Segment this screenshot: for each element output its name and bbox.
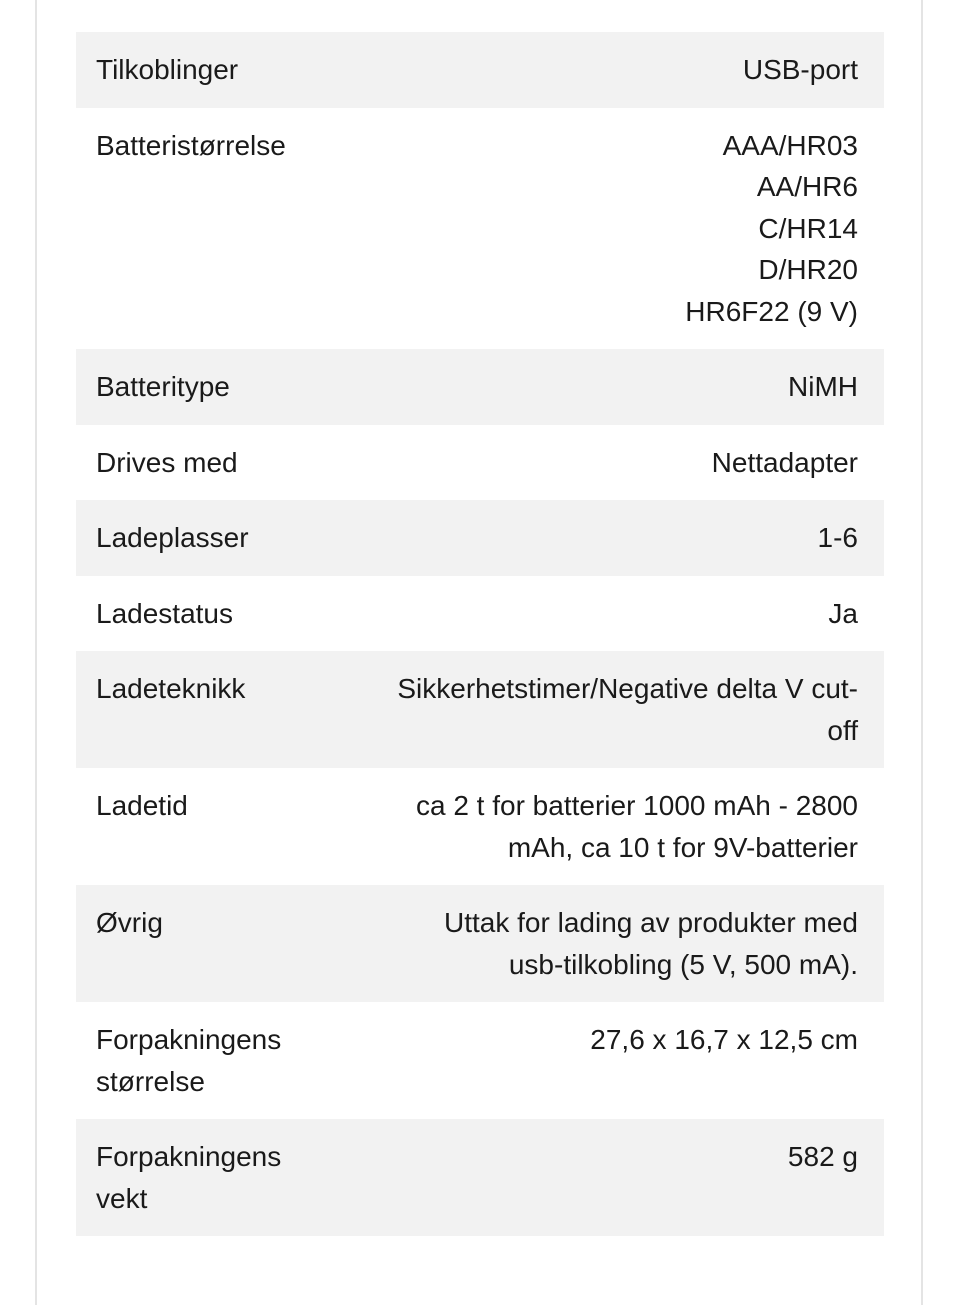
spec-value-line: Uttak for lading av produkter med bbox=[444, 907, 858, 938]
spec-value bbox=[346, 425, 884, 501]
spec-value-line: ca 2 t for batterier 1000 mAh - 2800 bbox=[415, 790, 858, 821]
spec-value-line: NiMH bbox=[788, 371, 858, 402]
spec-value bbox=[346, 108, 884, 350]
spec-value-line: mAh, ca 10 t for 9V-batterier bbox=[507, 831, 858, 863]
spec-label: Drives med bbox=[76, 425, 346, 501]
spec-value-line: Sikkerhetstimer/Negative delta V cut- bbox=[397, 673, 858, 704]
spec-row bbox=[76, 32, 884, 108]
spec-row bbox=[76, 885, 884, 1002]
spec-label: Batteritype bbox=[76, 349, 346, 425]
spec-value-line: Ja bbox=[828, 597, 858, 629]
spec-value-line: AAA/HR03 bbox=[722, 129, 858, 161]
spec-value-line: off bbox=[827, 714, 858, 746]
spec-row bbox=[76, 349, 884, 425]
spec-value-line: Nettadapter bbox=[711, 446, 858, 478]
spec-label: Ladestatus bbox=[76, 576, 346, 652]
spec-value-line: AA/HR6 bbox=[756, 171, 858, 202]
spec-value-line: HR6F22 (9 V) bbox=[685, 295, 858, 327]
spec-row bbox=[76, 576, 884, 652]
spec-value bbox=[346, 1002, 884, 1119]
spec-value-line: usb-tilkobling (5 V, 500 mA). bbox=[508, 948, 858, 980]
spec-label: Ladeplasser bbox=[76, 500, 346, 576]
spec-table bbox=[76, 32, 884, 1236]
spec-value bbox=[346, 885, 884, 1002]
spec-value-line: 582 g bbox=[787, 1141, 858, 1172]
spec-value bbox=[346, 651, 884, 768]
spec-label: Øvrig bbox=[76, 885, 346, 1002]
spec-value bbox=[346, 1119, 884, 1236]
spec-value-line: USB-port bbox=[742, 54, 858, 85]
spec-label: Batteristørrelse bbox=[76, 108, 346, 350]
spec-value bbox=[346, 349, 884, 425]
spec-label: Tilkoblinger bbox=[76, 32, 346, 108]
spec-value bbox=[346, 500, 884, 576]
spec-value-line: 27,6 x 16,7 x 12,5 cm bbox=[590, 1024, 858, 1055]
spec-row bbox=[76, 108, 884, 350]
spec-value-line: C/HR14 bbox=[758, 212, 858, 244]
spec-row bbox=[76, 425, 884, 501]
spec-value bbox=[346, 32, 884, 108]
spec-row bbox=[76, 1002, 884, 1119]
spec-label: Forpakningens størrelse bbox=[76, 1002, 346, 1119]
spec-value bbox=[346, 576, 884, 652]
spec-label: Ladetid bbox=[76, 768, 346, 885]
spec-table-body bbox=[76, 32, 884, 1236]
spec-row bbox=[76, 500, 884, 576]
spec-row bbox=[76, 1119, 884, 1236]
spec-label: Ladeteknikk bbox=[76, 651, 346, 768]
spec-value-line: D/HR20 bbox=[758, 254, 858, 285]
section-heading-cutoff bbox=[78, 0, 438, 8]
spec-row bbox=[76, 651, 884, 768]
spec-value-line: 1-6 bbox=[817, 522, 858, 553]
spec-row bbox=[76, 768, 884, 885]
spec-label: Forpakningens vekt bbox=[76, 1119, 346, 1236]
spec-value bbox=[346, 768, 884, 885]
